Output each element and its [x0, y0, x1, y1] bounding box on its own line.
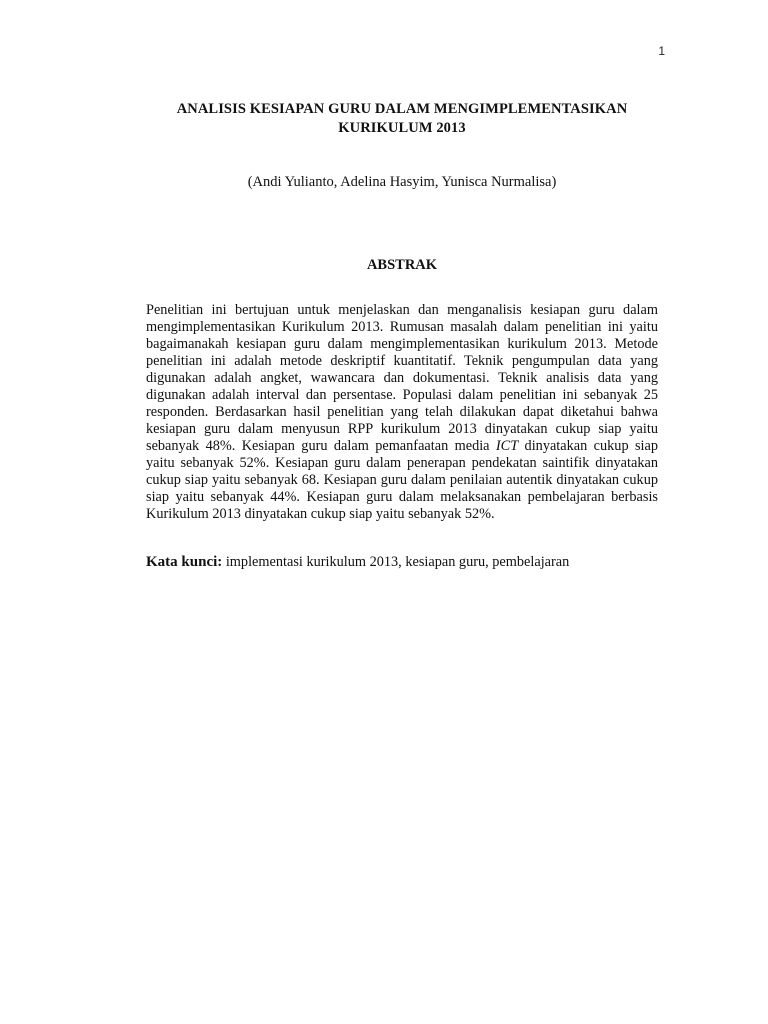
keywords-label: Kata kunci: — [146, 554, 223, 570]
paper-title — [146, 100, 658, 138]
abstract-body — [146, 302, 658, 523]
abstract-heading: ABSTRAK — [366, 257, 438, 273]
abstract-text-part-2: dinyatakan cukup siap yaitu sebanyak 52%. Kesiapan guru dalam penerapan pendekatan saintifik dinyatakan cukup siap yaitu sebanyak 68. Kesiapan guru dalam penilaian autentik dinyatakan cukup siap yaitu sebanyak 44%. Kesiapan guru dalam melaksanakan pembelajaran berbasis Kurikulum 2013 dinyatakan cukup siap yaitu sebanyak 52%. — [146, 438, 658, 522]
abstract-ict-term: ICT — [495, 438, 519, 454]
author-list: (Andi Yulianto, Adelina Hasyim, Yunisca Nurmalisa) — [247, 174, 557, 190]
page-number: 1 — [658, 44, 665, 58]
keywords — [146, 553, 658, 571]
paper-title-line-1: ANALISIS KESIAPAN GURU DALAM MENGIMPLEMENTASIKAN — [176, 101, 628, 117]
abstract-text-part-1: Penelitian ini bertujuan untuk menjelaskan dan menganalisis kesiapan guru dalam mengimplementasikan Kurikulum 2013. Rumusan masalah dalam penelitian ini yaitu bagaimanakah kesiapan guru dalam mengimplementasikan kurikulum 2013. Metode penelitian ini adalah metode deskriptif kuantitatif. Teknik pengumpulan data yang digunakan adalah angket, wawancara dan dokumentasi. Teknik analisis data yang digunakan adalah interval dan persentase. Populasi dalam penelitian ini sebanyak 25 responden. Berdasarkan hasil penelitian yang telah dilakukan dapat diketahui bahwa kesiapan guru dalam menyusun RPP kurikulum 2013 dinyatakan cukup siap yaitu sebanyak 48%. Kesiapan guru dalam pemanfaatan media — [146, 302, 658, 454]
paper-title-line-2: KURIKULUM 2013 — [338, 120, 466, 136]
keywords-text: implementasi kurikulum 2013, kesiapan guru, pembelajaran — [222, 554, 570, 570]
